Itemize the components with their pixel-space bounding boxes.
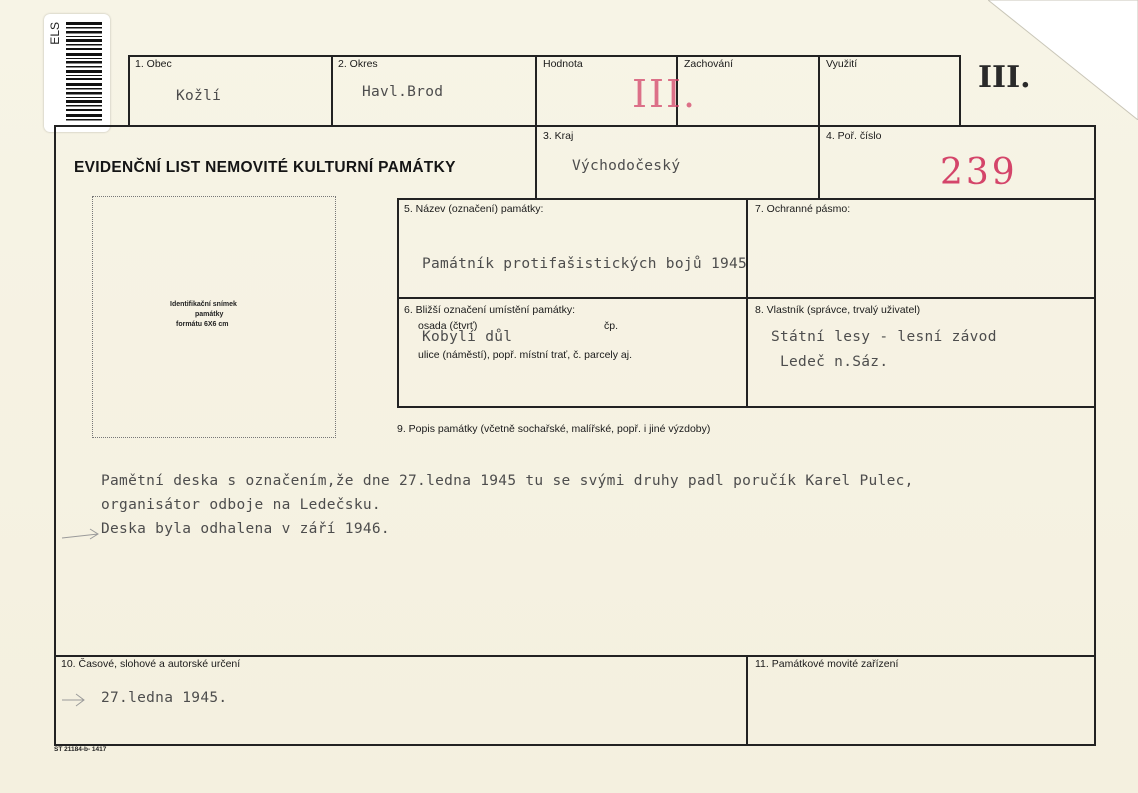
popis-line-1: Pamětní deska s označením,že dne 27.ledna 1945 tu se svými druhy padl poručík Karel Pulec,: [101, 473, 914, 489]
obec-value: Kožlí: [176, 88, 222, 104]
umisteni-label: 6. Bližší označení umístění památky:: [404, 304, 575, 316]
umisteni-value: Kobylí důl: [422, 329, 513, 345]
kraj-value: Východočeský: [572, 158, 681, 174]
rule: [397, 406, 1094, 408]
rule: [397, 297, 1094, 299]
top-right-mark: III.: [978, 60, 1031, 95]
vyuziti-label: Využití: [826, 58, 858, 70]
hodnota-stamp: III.: [632, 72, 698, 116]
cp-label: čp.: [604, 320, 619, 332]
rule: [54, 125, 1096, 127]
pencil-arrow-icon: [60, 688, 100, 712]
rule: [1094, 125, 1096, 745]
rule: [128, 55, 130, 125]
casove-value: 27.ledna 1945.: [101, 690, 228, 706]
ochranne-pasmo-label: 7. Ochranné pásmo:: [755, 203, 851, 215]
kraj-label: 3. Kraj: [543, 130, 574, 142]
rule: [54, 125, 56, 745]
vlastnik-label: 8. Vlastník (správce, trvalý uživatel): [755, 304, 921, 316]
print-code: ST 21184-b- 1417: [54, 746, 107, 753]
rule: [959, 55, 961, 125]
osada-label: osada (čtvrť): [418, 320, 478, 332]
hodnota-label: Hodnota: [543, 58, 583, 70]
pencil-arrow-icon: [60, 520, 120, 550]
popis-line-2: organisátor odboje na Ledečsku.: [101, 497, 381, 513]
movite-label: 11. Památkové movité zařízení: [755, 658, 899, 670]
okres-label: 2. Okres: [338, 58, 378, 70]
vlastnik-line-1: Státní lesy - lesní závod: [771, 329, 997, 345]
rule: [54, 655, 1096, 657]
por-cislo-label: 4. Poř. číslo: [826, 130, 882, 142]
page-title: EVIDENČNÍ LIST NEMOVITÉ KULTURNÍ PAMÁTKY: [74, 159, 456, 176]
rule: [54, 744, 1096, 746]
barcode-icon: [66, 20, 102, 124]
casove-label: 10. Časové, slohové a autorské určení: [61, 658, 241, 670]
photo-caption-2: památky: [195, 311, 224, 318]
barcode-sticker: [44, 14, 110, 132]
zachovani-label: Zachování: [684, 58, 734, 70]
rule: [746, 655, 748, 745]
photo-caption-3: formátu 6X6 cm: [176, 321, 229, 328]
nazev-value: Památník protifašistických bojů 1945: [422, 256, 748, 272]
vlastnik-line-2: Ledeč n.Sáz.: [780, 354, 889, 370]
photo-caption-1: Identifikační snímek: [170, 301, 237, 308]
rule: [397, 198, 399, 406]
por-cislo-stamp: 239: [940, 152, 1018, 193]
popis-label: 9. Popis památky (včetně sochařské, malířské, popř. i jiné výzdoby): [397, 423, 711, 435]
rule: [746, 198, 748, 406]
okres-value: Havl.Brod: [362, 84, 444, 100]
popis-line-3: Deska byla odhalena v září 1946.: [101, 521, 390, 537]
rule: [331, 55, 333, 125]
barcode-label: ELS: [48, 22, 62, 45]
nazev-label: 5. Název (označení) památky:: [404, 203, 544, 215]
ulice-label: ulice (náměstí), popř. místní trať, č. parcely aj.: [418, 349, 633, 361]
rule: [128, 55, 960, 57]
obec-label: 1. Obec: [135, 58, 172, 70]
